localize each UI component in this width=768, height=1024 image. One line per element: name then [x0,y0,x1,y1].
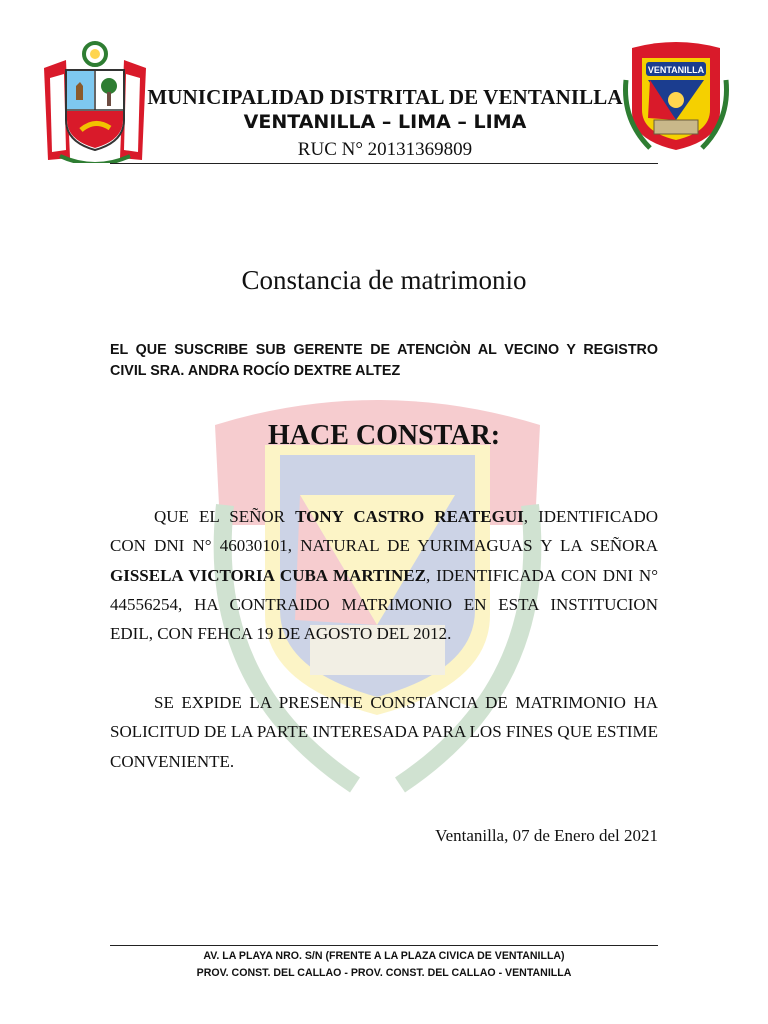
location-line: VENTANILLA – LIMA – LIMA [243,111,527,133]
para1-text-a: QUE EL SEÑOR [154,507,296,526]
groom-name: TONY CASTRO REATEGUI [295,507,524,526]
marriage-details-paragraph [110,502,658,648]
seal-label: VENTANILLA [647,65,705,75]
issue-date: Ventanilla, 07 de Enero del 2021 [435,826,658,845]
para1-text-b: , IDENTIFICADO CON DNI N° 46030101, NATURAL DE YURIMAGUAS Y LA SEÑORA [110,507,659,556]
header-divider [110,163,658,164]
para1-text-c: , IDENTIFICADA CON DNI N° 44556254, HA CONTRAIDO MATRIMONIO EN ESTA INSTITUCION EDIL, CON FEHCA 19 DE AGOSTO DEL 2012. [110,565,658,644]
peru-coat-of-arms-icon [36,38,154,163]
bride-name: GISSELA VICTORIA CUBA MARTINEZ [110,565,426,585]
document-title: Constancia de matrimonio [241,265,527,295]
signatory-intro: EL QUE SUSCRIBE SUB GERENTE DE ATENCIÒN AL VECINO Y REGISTRO CIVIL SRA. ANDRA ROCÍO DEXTRE ALTEZ [110,342,658,379]
ventanilla-seal-icon [620,40,732,155]
institution-name: MUNICIPALIDAD DISTRITAL DE VENTANILLA [147,85,623,109]
certify-heading: HACE CONSTAR: [267,420,501,451]
issuance-paragraph: SE EXPIDE LA PRESENTE CONSTANCIA DE MATRIMONIO HA SOLICITUD DE LA PARTE INTERESADA PARA LOS FINES QUE ESTIME CONVENIENTE. [110,693,658,771]
footer-province: PROV. CONST. DEL CALLAO - PROV. CONST. DEL CALLAO - VENTANILLA [196,967,572,979]
ruc-number: RUC N° 20131369809 [297,139,473,160]
footer-divider [110,945,658,946]
footer-address: AV. LA PLAYA NRO. S/N (FRENTE A LA PLAZA CIVICA DE VENTANILLA) [203,950,565,962]
